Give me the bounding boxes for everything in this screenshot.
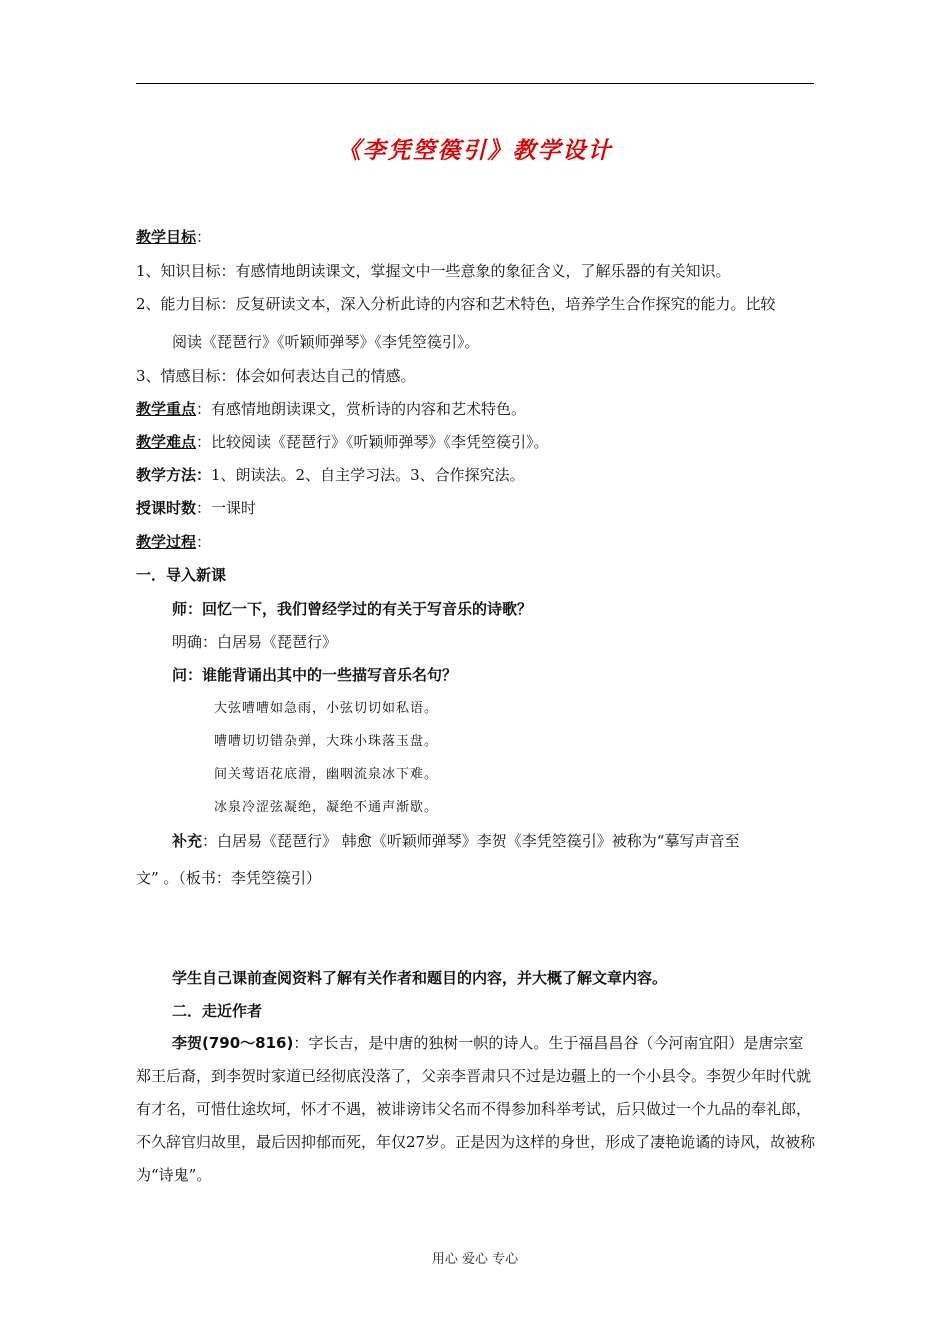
key-points: 教学重点：有感情地朗读课文，赏析诗的内容和艺术特色。 xyxy=(136,400,527,418)
class-hours: 授课时数：一课时 xyxy=(136,499,257,517)
objectives-heading: 教学目标： xyxy=(136,228,212,246)
poem-line: 大弦嘈嘈如急雨，小弦切切如私语。 xyxy=(214,701,439,716)
header-rule xyxy=(136,83,814,84)
process-heading: 教学过程： xyxy=(136,533,212,551)
supplement-line1: 补充：白居易《琵琶行》 韩愈《听颖师弹琴》李贺《李凭箜篌引》被称为“摹写声音至 xyxy=(172,832,740,850)
methods: 教学方法：1、朗读法。2、自主学习法。3、合作探究法。 xyxy=(136,466,525,484)
section2-heading: 二．走近作者 xyxy=(172,1002,263,1020)
objective-knowledge: 1、知识目标：有感情地朗读课文，掌握文中一些意象的象征含义，了解乐器的有关知识。 xyxy=(136,262,731,280)
answer-clarify: 明确：白居易《琵琶行》 xyxy=(172,633,338,651)
author-paragraph: 李贺(790～816)：字长吉，是中唐的独树一帜的诗人。生于福昌昌谷（今河南宜阳）是唐宗室郑王后裔，到李贺时家道已经彻底没落了，父亲李晋肃只不过是边疆上的一个小县令。李贺少年时代就有才名，可惜仕途坎坷，怀才不遇，被诽谤讳父名而不得参加科举考试，后只做过一个九品的奉礼郎，不久辞官归故里，最后因抑郁而死，年仅27岁。正是因为这样的身世，形成了凄艳诡谲的诗风，故被称为“诗鬼”。 xyxy=(136,1034,816,1184)
page-footer: 用心 爱心 专心 xyxy=(431,1252,519,1267)
poem-line: 冰泉冷涩弦凝绝，凝绝不通声渐歇。 xyxy=(214,800,439,815)
objective-ability-line2: 阅读《琵琶行》《听颖师弹琴》《李凭箜篌引》。 xyxy=(172,333,480,351)
difficulties: 教学难点：比较阅读《琵琶行》《听颖师弹琴》《李凭箜篌引》。 xyxy=(136,433,549,451)
document-title: 《李凭箜篌引》教学设计 xyxy=(337,138,613,164)
poem-line: 间关莺语花底滑，幽咽流泉冰下难。 xyxy=(214,767,439,782)
supplement-line2: 文” 。（板书：李凭箜篌引） xyxy=(136,869,321,887)
objective-emotion: 3、情感目标：体会如何表达自己的情感。 xyxy=(136,367,416,385)
objective-ability-line1: 2、能力目标：反复研读文本，深入分析此诗的内容和艺术特色，培养学生合作探究的能力。比较 xyxy=(136,295,776,313)
teacher-question: 师：回忆一下，我们曾经学过的有关于写音乐的诗歌？ xyxy=(172,600,533,618)
poem-line: 嘈嘈切切错杂弹，大珠小珠落玉盘。 xyxy=(214,734,439,749)
section2-intro: 学生自己课前查阅资料了解有关作者和题目的内容，并大概了解文章内容。 xyxy=(172,969,668,987)
section1-heading: 一．导入新课 xyxy=(136,566,227,584)
question-recite: 问：谁能背诵出其中的一些描写音乐名句？ xyxy=(172,666,458,684)
